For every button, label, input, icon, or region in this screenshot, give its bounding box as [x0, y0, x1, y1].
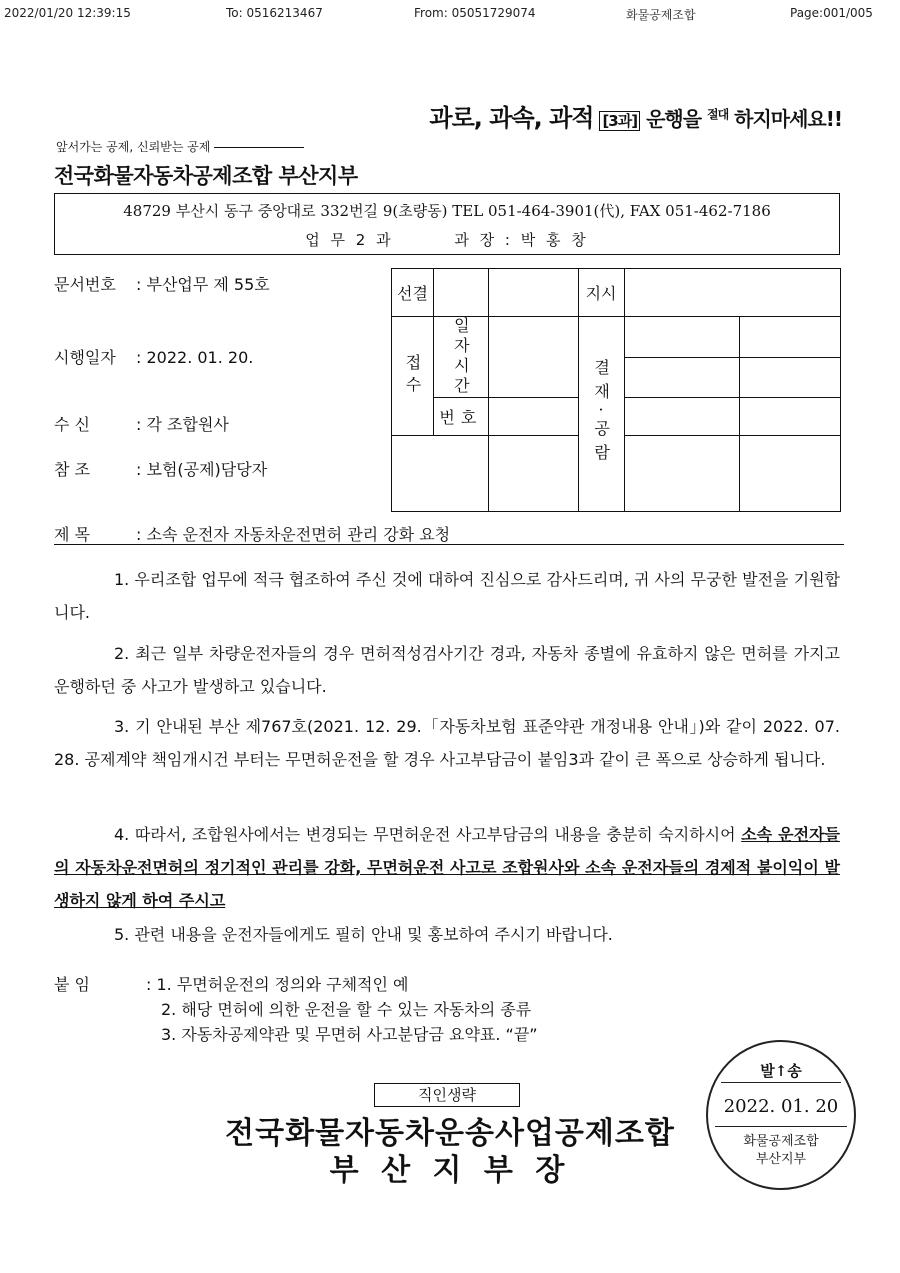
seal-omitted-box: 직인생략 [374, 1083, 520, 1107]
signer-org: 전국화물자동차운송사업공제조합 [225, 1116, 675, 1151]
paragraph-5: 5. 관련 내용을 운전자들에게도 필히 안내 및 홍보하여 주시기 바랍니다. [114, 925, 613, 944]
slogan-part1: 과로, 과속, 과적 [429, 104, 594, 132]
paragraph-2: 2. 최근 일부 차량운전자들의 경우 면허적성검사기간 경과, 자동차 종별에 유효하지 않은 면허를 가지고 운행하던 중 사고가 발생하고 있습니다. [54, 644, 840, 696]
approval-empty-cell [392, 436, 489, 512]
department-line [55, 229, 839, 250]
recipient-value: 각 조합원사 [146, 415, 229, 434]
reference-label: 참 조 [54, 460, 90, 479]
subject-row: 제 목 : 소속 운전자 자동차운전면허 관리 강화 요청 [54, 522, 450, 545]
doc-number-value: 부산업무 제 55호 [146, 275, 270, 294]
department-team: 업 무 2 과 [305, 231, 394, 249]
stamp-rule-bottom [715, 1126, 846, 1127]
subject-divider [54, 544, 844, 545]
approval-empty-cell [740, 436, 841, 512]
attachment-label-row: 붙 임 : 1. 무면허운전의 정의와 구체적인 예 [54, 972, 408, 995]
approval-empty-cell [740, 398, 841, 436]
approval-empty-cell [488, 398, 578, 436]
stamp-rule-top [721, 1082, 841, 1083]
reference-value: 보험(공제)담당자 [146, 460, 268, 479]
paragraph-1: 1. 우리조합 업무에 적극 협조하여 주신 것에 대하여 진심으로 감사드리며, 귀 사의 무궁한 발전을 기원합니다. [54, 570, 840, 622]
tagline-text: 앞서가는 공제, 신뢰받는 공제 [56, 140, 211, 154]
approval-empty-cell [488, 317, 578, 398]
paragraph-3: 3. 기 안내된 부산 제767호(2021. 12. 29.「자동차보험 표준약관 개정내용 안내」)와 같이 2022. 07. 28. 공제계약 책임개시건 부터는 무면허운전을 할 경우 사고부담금이 붙임3과 같이 큰 폭으로 상승하게 됩니다. [54, 717, 840, 769]
paragraph-4 [54, 818, 840, 917]
slogan-part2: [3과] [599, 111, 640, 131]
approval-table [391, 268, 841, 512]
approval-empty-cell [740, 357, 841, 398]
recipient-row: 수 신 : 각 조합원사 [54, 412, 229, 435]
attachment-item-1: 1. 무면허운전의 정의와 구체적인 예 [156, 975, 409, 994]
attachment-item-2: 2. 해당 면허에 의한 운전을 할 수 있는 자동차의 종류 [161, 1000, 532, 1019]
stamp-date: 2022. 01. 20 [723, 1096, 839, 1117]
paragraph-4-plain: 4. 따라서, 조합원사에서는 변경되는 무면허운전 사고부담금의 내용을 충분히 숙지하시어 [114, 825, 742, 844]
signer-title: 부 산 지 부 장 [329, 1153, 571, 1188]
approval-preapprove-cell: 선결 [392, 269, 434, 317]
org-name: 전국화물자동차공제조합 부산지부 [54, 164, 358, 188]
doc-number-row: 문서번호 : 부산업무 제 55호 [54, 272, 270, 295]
tagline-rule [214, 147, 304, 148]
fax-datetime: 2022/01/20 12:39:15 [4, 6, 131, 20]
recipient-label: 수 신 [54, 415, 90, 434]
slogan-part4: 절대 [707, 107, 729, 122]
slogan-part5: 하지마세요!! [734, 107, 842, 131]
stamp-org: 화물공제조합 [743, 1134, 819, 1149]
subject-label: 제 목 [54, 525, 90, 544]
safety-slogan [429, 98, 842, 133]
approval-empty-cell [624, 317, 740, 358]
stamp-branch: 부산지부 [755, 1152, 807, 1167]
approval-empty-cell [488, 269, 578, 317]
address-line: 48729 부산시 동구 중앙대로 332번길 9(초량동) TEL 051-464-3901(代), FAX 051-462-7186 [123, 202, 771, 220]
subject-text: 소속 운전자 자동차운전면허 관리 강화 요청 [146, 525, 451, 544]
approval-receipt-cell: 접수 [392, 317, 434, 436]
fax-to: To: 0516213467 [226, 6, 323, 20]
approval-empty-cell [433, 269, 488, 317]
paragraph-4-emphasis: 소속 운전자들의 자동차운전면허의 정기적인 관리를 강화, 무면허운전 사고로 조합원사와 소속 운전자들의 경제적 불이익이 발생하지 않게 하여 주시고 [54, 825, 840, 910]
approval-empty-cell [488, 436, 578, 512]
approval-review-cell: 결재·공람 [578, 317, 624, 512]
address-box [54, 193, 840, 255]
approval-empty-cell [624, 357, 740, 398]
approval-empty-cell [740, 317, 841, 358]
reference-row: 참 조 : 보험(공제)담당자 [54, 457, 267, 480]
doc-number-label: 문서번호 [54, 275, 116, 294]
tagline [56, 138, 304, 155]
date-label: 시행일자 [54, 348, 116, 367]
fax-page: Page:001/005 [790, 6, 873, 20]
dispatch-stamp [706, 1040, 856, 1190]
stamp-top: 발↑송 [760, 1062, 802, 1080]
department-chief: 과 장 : 박 홍 창 [454, 231, 589, 249]
date-row: 시행일자 : 2022. 01. 20. [54, 345, 253, 368]
slogan-part3: 운행을 [646, 107, 702, 131]
fax-sender: 화물공제조합 [626, 8, 696, 22]
approval-empty-cell [624, 436, 740, 512]
approval-number-cell: 번호 [433, 398, 488, 436]
attachment-item-3: 3. 자동차공제약관 및 무면허 사고분담금 요약표. “끝” [161, 1025, 538, 1044]
approval-datetime-cell: 일자시간 [433, 317, 488, 398]
approval-empty-cell [624, 269, 840, 317]
date-value: 2022. 01. 20. [146, 348, 254, 367]
approval-instruct-cell: 지시 [578, 269, 624, 317]
approval-empty-cell [624, 398, 740, 436]
fax-from: From: 05051729074 [414, 6, 536, 20]
attachment-label: 붙 임 [54, 975, 90, 994]
